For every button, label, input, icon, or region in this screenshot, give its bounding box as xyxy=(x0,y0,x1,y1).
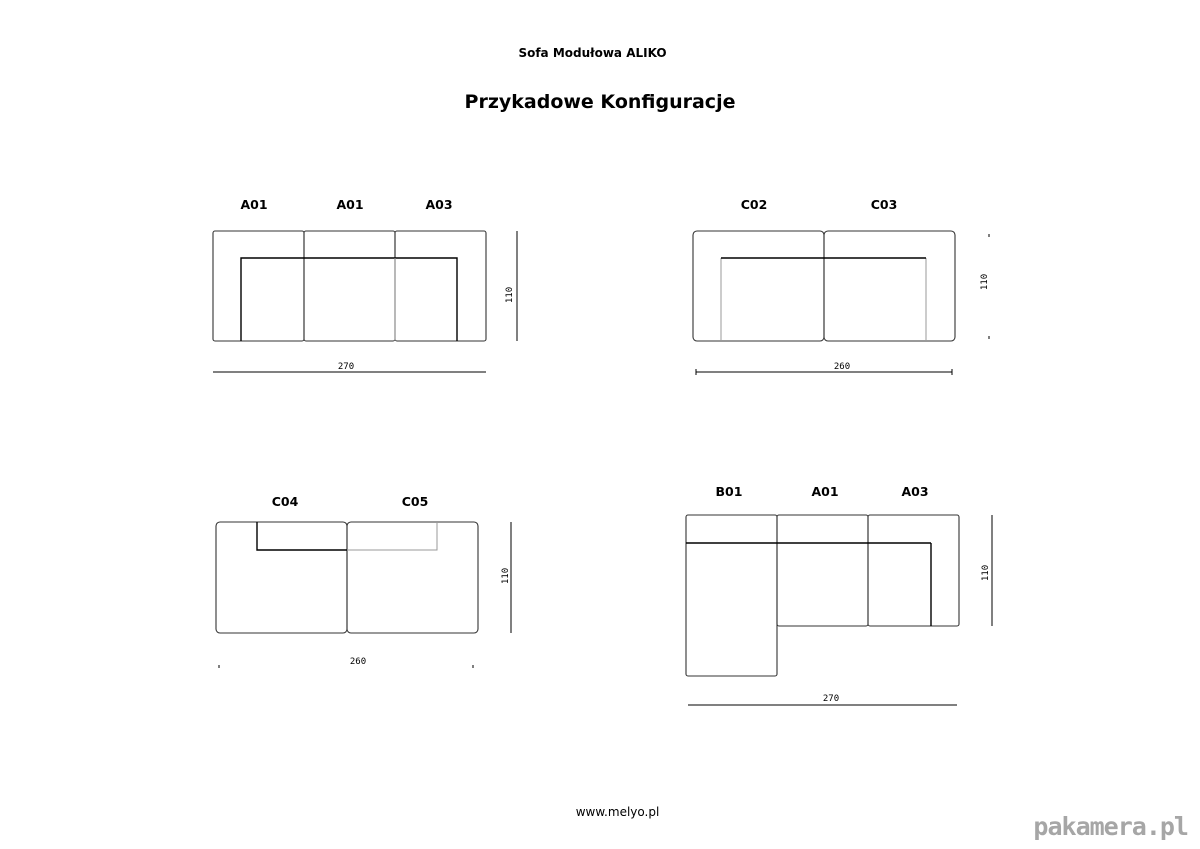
module-label: A03 xyxy=(901,484,929,499)
module-b01-chaise xyxy=(686,515,777,676)
configuration-3-sofa xyxy=(216,522,511,668)
module-label: C04 xyxy=(271,494,299,509)
module-label: C03 xyxy=(870,197,898,212)
footer-url: www.melyo.pl xyxy=(575,805,660,819)
module-c05 xyxy=(347,522,478,633)
width-dimension-label: 270 xyxy=(822,694,840,704)
module-a01-middle xyxy=(304,231,395,341)
module-label: A03 xyxy=(425,197,453,212)
document-subtitle: Sofa Modułowa ALIKO xyxy=(518,46,667,60)
module-c02 xyxy=(693,231,824,341)
depth-dimension-label: 110 xyxy=(505,286,515,304)
configuration-1-sofa xyxy=(213,231,517,372)
width-dimension-label: 260 xyxy=(833,362,851,372)
module-label: C02 xyxy=(740,197,768,212)
watermark-logo: pakamera.pl xyxy=(1033,812,1188,841)
configuration-4-sofa xyxy=(686,515,992,705)
module-label: C05 xyxy=(401,494,429,509)
module-label: B01 xyxy=(715,484,743,499)
back-cushion-right xyxy=(347,522,437,550)
module-label: A01 xyxy=(336,197,364,212)
document-title: Przykadowe Konfiguracje xyxy=(464,91,736,113)
back-cushion-left xyxy=(257,522,347,550)
configuration-2-sofa xyxy=(693,231,989,375)
depth-dimension-label: 110 xyxy=(980,273,990,291)
module-a03 xyxy=(868,515,959,626)
module-a01-left xyxy=(213,231,304,341)
width-dimension-label: 270 xyxy=(337,362,355,372)
module-c03 xyxy=(824,231,955,341)
module-a03-right xyxy=(395,231,486,341)
seat-outline xyxy=(241,258,457,341)
module-label: A01 xyxy=(240,197,268,212)
depth-dimension-label: 110 xyxy=(501,567,511,585)
module-a01 xyxy=(777,515,868,626)
width-dimension-label: 260 xyxy=(349,657,367,667)
module-c04 xyxy=(216,522,347,633)
module-label: A01 xyxy=(811,484,839,499)
depth-dimension-label: 110 xyxy=(981,564,991,582)
